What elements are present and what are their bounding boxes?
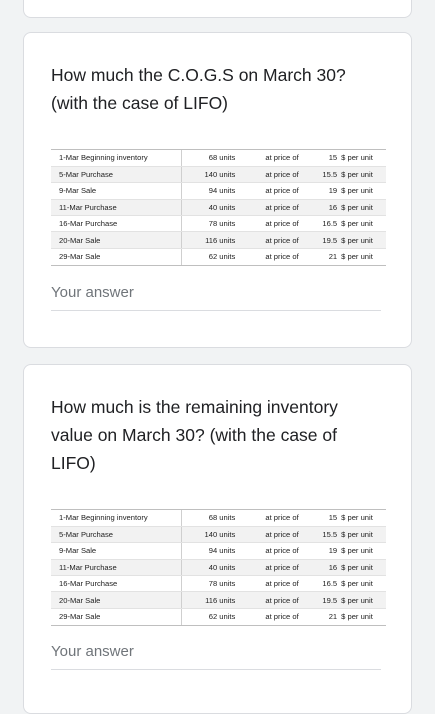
price-cell: 15.5 xyxy=(313,526,342,542)
table-row xyxy=(51,232,386,248)
table-row xyxy=(51,510,386,526)
units-cell: 94 units xyxy=(182,543,240,559)
table-row xyxy=(51,526,386,542)
inventory-table-body xyxy=(51,510,386,625)
event-cell: 9-Mar Sale xyxy=(51,543,182,559)
per-unit-cell: $ per unit xyxy=(341,592,386,608)
event-cell: 11-Mar Purchase xyxy=(51,559,182,575)
table-row xyxy=(51,559,386,575)
table-row xyxy=(51,216,386,232)
at-price-cell: at price of xyxy=(265,612,299,622)
units-cell: 116 units xyxy=(182,232,240,248)
event-cell: 1-Mar Beginning inventory xyxy=(51,510,182,526)
event-cell: 20-Mar Sale xyxy=(51,232,182,248)
per-unit-cell: $ per unit xyxy=(341,612,373,622)
price-cell: 19.5 xyxy=(313,592,342,608)
at-price-cell: at price of xyxy=(239,526,312,542)
event-cell: 5-Mar Purchase xyxy=(51,166,182,182)
units-cell: 40 units xyxy=(182,199,240,215)
at-price-cell: at price of xyxy=(239,150,312,166)
table-row xyxy=(51,150,386,166)
units-cell: 68 units xyxy=(182,150,240,166)
units-cell: 116 units xyxy=(182,592,240,608)
per-unit-cell: $ per unit xyxy=(341,150,386,166)
at-price-cell: at price of xyxy=(239,183,312,199)
question-card-cogs xyxy=(23,32,412,348)
table-row xyxy=(51,183,386,199)
price-cell: 15 xyxy=(313,150,342,166)
answer-field[interactable] xyxy=(51,643,381,670)
answer-placeholder: Your answer xyxy=(51,643,134,660)
at-price-cell: at price of xyxy=(265,252,299,262)
at-price-cell: at price of xyxy=(239,216,312,232)
previous-question-card xyxy=(23,0,412,18)
event-cell: 20-Mar Sale xyxy=(51,592,182,608)
table-row xyxy=(51,166,386,182)
at-price-cell: at price of xyxy=(239,166,312,182)
table-row xyxy=(51,543,386,559)
event-cell: 16-Mar Purchase xyxy=(51,576,182,592)
event-cell: 5-Mar Purchase xyxy=(51,526,182,542)
at-price-cell: at price of xyxy=(239,232,312,248)
units-cell: 78 units xyxy=(182,576,240,592)
units-cell: 40 units xyxy=(182,559,240,575)
at-price-cell: at price of xyxy=(239,592,312,608)
units-cell: 62 units xyxy=(208,612,236,622)
table-row xyxy=(51,199,386,215)
event-cell: 1-Mar Beginning inventory xyxy=(51,150,182,166)
per-unit-cell: $ per unit xyxy=(341,543,386,559)
at-price-cell: at price of xyxy=(239,543,312,559)
per-unit-cell: $ per unit xyxy=(341,559,386,575)
per-unit-cell: $ per unit xyxy=(341,576,386,592)
inventory-table-image xyxy=(51,509,386,626)
units-cell: 94 units xyxy=(182,183,240,199)
price-cell: 15.5 xyxy=(313,166,342,182)
price-cell: 16.5 xyxy=(313,576,342,592)
table-row xyxy=(51,608,386,624)
price-cell: 21 xyxy=(328,252,338,262)
price-cell: 16.5 xyxy=(313,216,342,232)
units-cell: 68 units xyxy=(182,510,240,526)
price-cell: 16 xyxy=(313,559,342,575)
price-cell: 19.5 xyxy=(313,232,342,248)
answer-placeholder: Your answer xyxy=(51,284,134,301)
units-cell: 140 units xyxy=(182,526,240,542)
inventory-table-body xyxy=(51,150,386,265)
per-unit-cell: $ per unit xyxy=(341,526,386,542)
per-unit-cell: $ per unit xyxy=(341,166,386,182)
event-cell: 29-Mar Sale xyxy=(51,248,182,264)
units-cell: 140 units xyxy=(182,166,240,182)
price-cell: 19 xyxy=(313,543,342,559)
inventory-table xyxy=(51,150,386,265)
at-price-cell: at price of xyxy=(239,576,312,592)
question-card-remaining-inventory xyxy=(23,364,412,714)
price-cell: 19 xyxy=(313,183,342,199)
event-cell: 11-Mar Purchase xyxy=(51,199,182,215)
per-unit-cell: $ per unit xyxy=(341,510,386,526)
price-cell: 21 xyxy=(328,612,338,622)
per-unit-cell: $ per unit xyxy=(341,252,373,262)
units-cell: 62 units xyxy=(208,252,236,262)
price-cell: 15 xyxy=(313,510,342,526)
per-unit-cell: $ per unit xyxy=(341,216,386,232)
at-price-cell: at price of xyxy=(239,510,312,526)
at-price-cell: at price of xyxy=(239,199,312,215)
units-cell: 78 units xyxy=(182,216,240,232)
per-unit-cell: $ per unit xyxy=(341,183,386,199)
inventory-table xyxy=(51,510,386,625)
question-title: How much the C.O.G.S on March 30? (with the case of LIFO) xyxy=(51,65,346,113)
at-price-cell: at price of xyxy=(239,559,312,575)
table-row xyxy=(51,248,386,264)
answer-field[interactable] xyxy=(51,284,381,311)
table-row xyxy=(51,592,386,608)
per-unit-cell: $ per unit xyxy=(341,199,386,215)
event-cell: 16-Mar Purchase xyxy=(51,216,182,232)
per-unit-cell: $ per unit xyxy=(341,232,386,248)
price-cell: 16 xyxy=(313,199,342,215)
table-row xyxy=(51,576,386,592)
event-cell: 9-Mar Sale xyxy=(51,183,182,199)
question-title: How much is the remaining inventory value on March 30? (with the case of LIFO) xyxy=(51,397,338,473)
inventory-table-image xyxy=(51,149,386,266)
event-cell: 29-Mar Sale xyxy=(51,608,182,624)
